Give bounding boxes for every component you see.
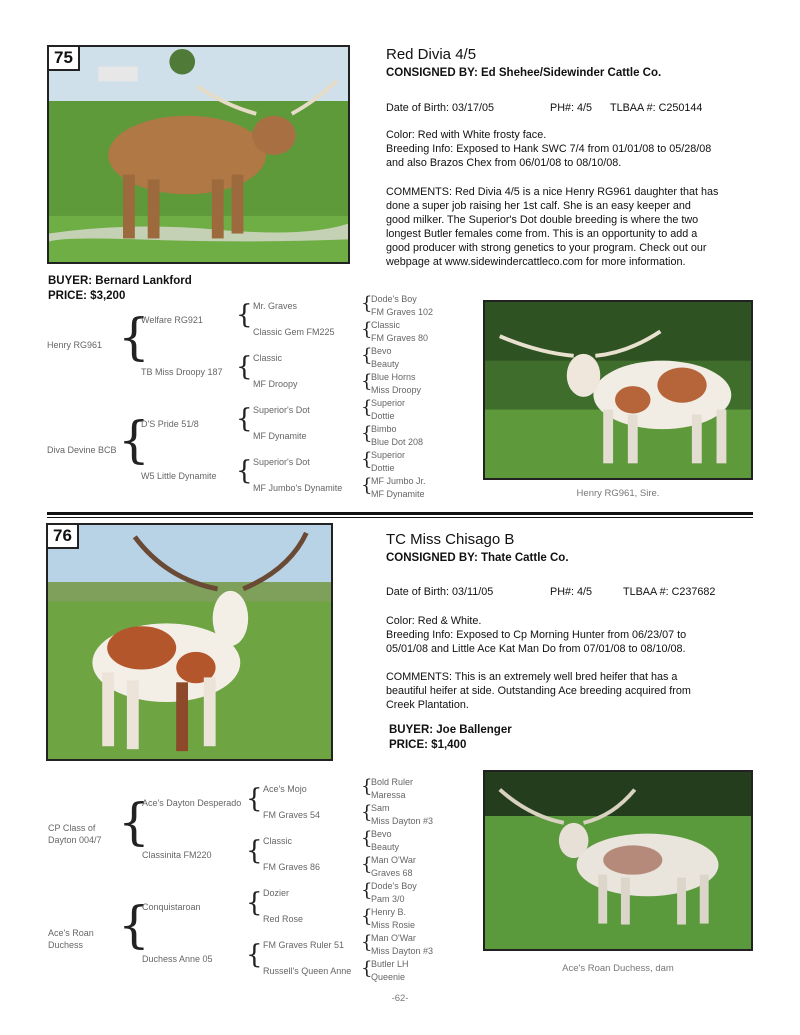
- lot76-comment-line: COMMENTS: This is an extremely well bred heifer that has a: [386, 671, 678, 683]
- ped-g4: Superior: [371, 450, 406, 460]
- brace-icon: {: [361, 828, 373, 849]
- lot75-breeding-line: Breeding Info: Exposed to Hank SWC 7/4 from 01/01/08 to 05/28/08: [386, 143, 712, 155]
- ped-g3: Ace's Mojo: [263, 784, 307, 794]
- brace-icon: {: [361, 854, 373, 875]
- lot75-main-photo: [47, 45, 350, 264]
- lot75-comment-line: longest Butler females come from. This is an opportunity to add a: [386, 228, 698, 240]
- brace-icon: {: [236, 456, 253, 486]
- ped-g2: TB Miss Droopy 187: [141, 367, 223, 377]
- lot75-comment-line: COMMENTS: Red Divia 4/5 is a nice Henry RG961 daughter that has: [386, 186, 719, 198]
- lot75-comment-line: done a super job raising her 1st calf. She is an easy keeper and: [386, 200, 691, 212]
- ped-g3: FM Graves 86: [263, 862, 321, 872]
- brace-icon: {: [236, 352, 253, 382]
- ped-g3: Red Rose: [263, 914, 304, 924]
- ped-g4: Miss Rosie: [371, 920, 416, 930]
- lot76-main-photo: [46, 523, 333, 761]
- brace-icon: {: [246, 836, 263, 866]
- page-number: -62-: [391, 993, 409, 1004]
- brace-icon: {: [361, 397, 373, 418]
- lot76-dam-caption: Ace's Roan Duchess, dam: [562, 963, 674, 974]
- lot76-consigned-by: CONSIGNED BY: Thate Cattle Co.: [386, 552, 569, 564]
- lot75-ph: PH#: 4/5: [550, 102, 593, 114]
- ped-g4: Miss Dayton #3: [371, 816, 434, 826]
- brace-icon: {: [361, 776, 373, 797]
- ped-g4: Man O'War: [371, 855, 416, 865]
- ped-g2: D'S Pride 51/8: [141, 419, 199, 429]
- ped-dam: Ace's Roan: [48, 928, 94, 938]
- ped-g3: Classic: [263, 836, 293, 846]
- lot75-comment-line: good milker. The Superior's Dot double breeding is where the two: [386, 214, 699, 226]
- ped-g4: Dode's Boy: [371, 881, 417, 891]
- ped-dam: Duchess: [48, 940, 84, 950]
- ped-g3: Classic: [253, 353, 283, 363]
- ped-g4: Classic: [371, 320, 401, 330]
- ped-g2: Conquistaroan: [142, 902, 201, 912]
- ped-g3: Russell's Queen Anne: [263, 966, 352, 976]
- brace-icon: {: [361, 932, 373, 953]
- ped-g4: Dottie: [371, 411, 395, 421]
- ped-g2: Classinita FM220: [142, 850, 212, 860]
- ped-g4: Maressa: [371, 790, 406, 800]
- ped-g2: W5 Little Dynamite: [141, 471, 217, 481]
- lot76-breeding-line: Breeding Info: Exposed to Cp Morning Hunter from 06/23/07 to: [386, 629, 687, 641]
- brace-icon: {: [361, 802, 373, 823]
- ped-g3: MF Droopy: [253, 379, 298, 389]
- ped-g4: Bevo: [371, 346, 392, 356]
- brace-icon: {: [236, 404, 253, 434]
- ped-g4: Bold Ruler: [371, 777, 414, 787]
- lot75-tlbaa: TLBAA #: C250144: [610, 102, 703, 114]
- brace-icon: {: [361, 958, 373, 979]
- ped-g4: Blue Horns: [371, 372, 416, 382]
- ped-g3: FM Graves 54: [263, 810, 321, 820]
- ped-g4: Miss Droopy: [371, 385, 422, 395]
- ped-g4: FM Graves 80: [371, 333, 429, 343]
- ped-g4: MF Jumbo Jr.: [371, 476, 426, 486]
- brace-icon: {: [361, 371, 373, 392]
- ped-g3: Classic Gem FM225: [253, 327, 335, 337]
- ped-g2: Duchess Anne 05: [142, 954, 213, 964]
- brace-icon: {: [118, 308, 150, 366]
- ped-g4: Sam: [371, 803, 390, 813]
- brace-icon: {: [361, 475, 373, 496]
- brace-icon: {: [361, 293, 373, 314]
- lot75-price: PRICE: $3,200: [48, 290, 126, 302]
- ped-g4: Dottie: [371, 463, 395, 473]
- lot76-comment-line: Creek Plantation.: [386, 699, 469, 711]
- lot75-name: Red Divia 4/5: [386, 46, 477, 63]
- lot75-buyer: BUYER: Bernard Lankford: [48, 275, 192, 287]
- lot76-number: 76: [48, 525, 79, 549]
- lot75-comment-line: good producer with strong genetics to your program. Check out our: [386, 242, 707, 254]
- ped-g3: Superior's Dot: [253, 457, 310, 467]
- ped-g4: Beauty: [371, 359, 400, 369]
- lot75-color: Color: Red with White frosty face.: [386, 129, 547, 141]
- ped-g4: MF Dynamite: [371, 489, 425, 499]
- brace-icon: {: [118, 793, 150, 851]
- brace-icon: {: [236, 300, 253, 330]
- ped-g4: Superior: [371, 398, 406, 408]
- lot75-consigned-by: CONSIGNED BY: Ed Shehee/Sidewinder Cattle Co.: [386, 67, 662, 79]
- ped-g4: FM Graves 102: [371, 307, 434, 317]
- brace-icon: {: [118, 896, 150, 954]
- lot76-breeding-line: 05/01/08 and Little Ace Kat Man Do from 07/01/08 to 08/10/08.: [386, 643, 686, 655]
- lot-divider-thin: [47, 517, 753, 518]
- ped-g4: Bevo: [371, 829, 392, 839]
- ped-dam: Diva Devine BCB: [47, 445, 117, 455]
- ped-g4: Graves 68: [371, 868, 413, 878]
- ped-g4: Henry B.: [371, 907, 407, 917]
- lot75-breeding-line: and also Brazos Chex from 06/01/08 to 08/10/08.: [386, 157, 622, 169]
- lot76-dam-photo: [483, 770, 753, 951]
- lot75-dob: Date of Birth: 03/17/05: [386, 102, 495, 114]
- ped-g4: Blue Dot 208: [371, 437, 424, 447]
- brace-icon: {: [361, 906, 373, 927]
- ped-g4: Pam 3/0: [371, 894, 405, 904]
- ped-g4: Beauty: [371, 842, 400, 852]
- ped-g2: Welfare RG921: [141, 315, 203, 325]
- lot75-sire-caption: Henry RG961, Sire.: [576, 488, 660, 499]
- ped-sire: CP Class of: [48, 823, 96, 833]
- lot76-color: Color: Red & White.: [386, 615, 482, 627]
- brace-icon: {: [246, 940, 263, 970]
- lot76-buyer: BUYER: Joe Ballenger: [389, 724, 512, 736]
- lot76-ph: PH#: 4/5: [550, 586, 593, 598]
- brace-icon: {: [118, 411, 150, 469]
- ped-g2: Ace's Dayton Desperado: [142, 798, 242, 808]
- ped-g4: Man O'War: [371, 933, 416, 943]
- lot76-name: TC Miss Chisago B: [386, 531, 515, 548]
- lot76-tlbaa: TLBAA #: C237682: [623, 586, 716, 598]
- brace-icon: {: [361, 345, 373, 366]
- ped-g3: MF Dynamite: [253, 431, 307, 441]
- ped-g3: Dozier: [263, 888, 290, 898]
- ped-g3: Superior's Dot: [253, 405, 310, 415]
- lot76-comment-line: beautiful heifer at side. Outstanding Ace breeding acquired from: [386, 685, 691, 697]
- ped-g3: MF Jumbo's Dynamite: [253, 483, 343, 493]
- ped-sire: Dayton 004/7: [48, 835, 102, 845]
- brace-icon: {: [361, 319, 373, 340]
- lot-divider: [47, 512, 753, 515]
- brace-icon: {: [361, 449, 373, 470]
- lot76-price: PRICE: $1,400: [389, 739, 467, 751]
- ped-g4: Dode's Boy: [371, 294, 417, 304]
- brace-icon: {: [361, 880, 373, 901]
- brace-icon: {: [246, 784, 263, 814]
- ped-g4: Queenie: [371, 972, 406, 982]
- ped-g4: Miss Dayton #3: [371, 946, 434, 956]
- lot75-number: 75: [49, 47, 80, 71]
- ped-g3: Mr. Graves: [253, 301, 298, 311]
- ped-g4: Butler LH: [371, 959, 409, 969]
- ped-g4: Bimbo: [371, 424, 397, 434]
- ped-sire: Henry RG961: [47, 340, 103, 350]
- ped-g3: FM Graves Ruler 51: [263, 940, 345, 950]
- lot75-sire-photo: [483, 300, 753, 480]
- lot76-dob: Date of Birth: 03/11/05: [386, 586, 494, 598]
- brace-icon: {: [361, 423, 373, 444]
- lot75-comment-line: webpage at www.sidewindercattleco.com for more information.: [386, 256, 686, 268]
- brace-icon: {: [246, 888, 263, 918]
